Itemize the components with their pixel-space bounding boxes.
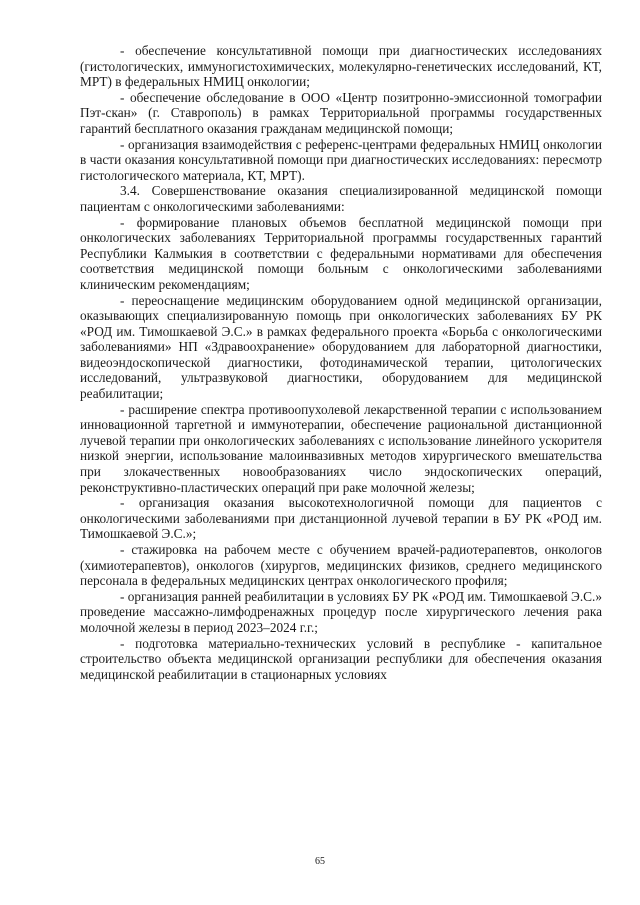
paragraph-preparation: - подготовка материально-технических условий в республике - капитальное строительство объекта медицинской организации республики для обеспечения оказания медицинской реабилитации в стационарных условиях xyxy=(80,635,602,682)
section-heading-3-4: 3.4. Совершенствование оказания специализированной медицинской помощи пациентам с онкологическими заболеваниями: xyxy=(80,183,602,214)
paragraph-therapy-expansion: - расширение спектра противоопухолевой лекарственной терапии с использованием инновационной таргетной и иммунотерапии, обеспечение рациональной дистанционной лучевой терапии при онкологических заболеваниях с использование линейного ускорителя низкой энергии, использование малоинвазивных методов хирургического вмешательства при злокачественных новообразованиях число эндоскопических операций, реконструктивно-пластических операций при раке молочной железы; xyxy=(80,401,602,495)
paragraph-consultative-help: - обеспечение консультативной помощи при диагностических исследованиях (гистологических, иммуногистохимических, молекулярно-генетических исследований, КТ, МРТ) в федеральных НМИЦ онкологии; xyxy=(80,43,602,90)
paragraph-early-rehabilitation: - организация ранней реабилитации в условиях БУ РК «РОД им. Тимошкаевой Э.С.» проведение массажно-лимфодренажных процедур после хирургического лечения рака молочной железы в период 2023–2024 г.г.; xyxy=(80,588,603,635)
page-number: 65 xyxy=(315,856,325,867)
document-body xyxy=(80,43,602,682)
paragraph-re-equipment: - переоснащение медицинским оборудованием одной медицинской организации, оказывающих специализированную помощь при онкологических заболеваниях БУ РК «РОД им. Тимошкаевой Э.С.» в рамках федерального проекта «Борьба с онкологическими заболеваниями» НП «Здравоохранение» оборудованием для лабораторной диагностики, видеоэндоскопической диагностики, фотодинамической терапии, цитологических исследований, ультразвуковой диагностики, оборудованием для медицинской реабилитации; xyxy=(80,292,602,402)
paragraph-planned-volumes: - формирование плановых объемов бесплатной медицинской помощи при онкологических заболеваниях Территориальной программы государственных гарантий Республики Калмыкия в соответствии с федеральными нормативами для обеспечения соответствия медицинской помощи больным с онкологическими заболеваниями клиническим рекомендациям; xyxy=(80,214,602,292)
paragraph-pet-scan: - обеспечение обследование в ООО «Центр позитронно-эмиссионной томографии Пэт-скан» (г. Ставрополь) в рамках Территориальной программы государственных гарантий бесплатного оказания гражданам медицинской помощи; xyxy=(80,89,602,136)
paragraph-high-tech-help: - организация оказания высокотехнологичной помощи для пациентов с онкологическими заболеваниями при дистанционной лучевой терапии в БУ РК «РОД им. Тимошкаевой Э.С.»; xyxy=(80,495,602,542)
paragraph-internship: - стажировка на рабочем месте с обучением врачей-радиотерапевтов, онкологов (химиотерапевтов), онкологов (хирургов, медицинских физиков, среднего медицинского персонала в федеральных медицинских центрах онкологического профиля; xyxy=(80,542,602,589)
paragraph-reference-centers: - организация взаимодействия с референс-центрами федеральных НМИЦ онкологии в части оказания консультативной помощи при диагностических исследованиях: пересмотр гистологического материала, КТ, МРТ). xyxy=(80,136,602,183)
